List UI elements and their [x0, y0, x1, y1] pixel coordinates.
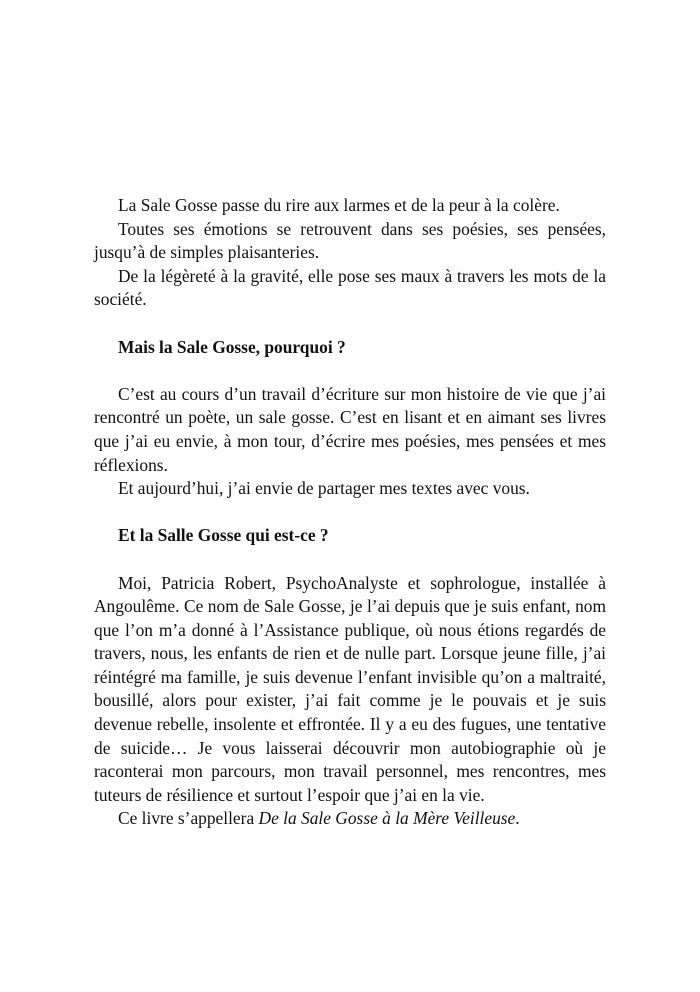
- book-title: De la Sale Gosse à la Mère Veilleuse: [258, 808, 516, 829]
- book-sentence-prefix: Ce livre s’appellera: [118, 808, 259, 829]
- spacer: [94, 359, 606, 383]
- spacer: [94, 501, 606, 525]
- intro-paragraph-2: Toutes ses émotions se retrouvent dans ses poésies, ses pensées, jusqu’à de simples plaisanteries.: [94, 218, 606, 263]
- why-paragraph-1: C’est au cours d’un travail d’écriture sur mon histoire de vie que j’ai rencontré un poète, un sale gosse. C’est en lisant et en aimant ses livres que j’ai eu envie, à mon tour, d’écrire mes poésies, mes pensées et mes réflexions.: [94, 383, 606, 475]
- spacer: [94, 312, 606, 336]
- section-heading-who: Et la Salle Gosse qui est-ce ?: [118, 525, 329, 546]
- why-paragraph-2: Et aujourd’hui, j’ai envie de partager mes textes avec vous.: [118, 478, 530, 499]
- page-body: [94, 194, 606, 831]
- who-paragraph-2: [94, 807, 606, 831]
- intro-paragraph-1: La Sale Gosse passe du rire aux larmes et de la peur à la colère.: [118, 195, 560, 215]
- section-heading-why: Mais la Sale Gosse, pourquoi ?: [118, 336, 346, 357]
- who-paragraph-1: Moi, Patricia Robert, PsychoAnalyste et sophrologue, installée à Angoulême. Ce nom de Sale Gosse, je l’ai depuis que je suis enfant, nom que l’on m’a donné à l’Assistance publique, où nous étions regardés de travers, nous, les enfants de rien et de nulle part. Lorsque jeune fille, j’ai réintégré ma famille, je suis devenue l’enfant invisible qu’on a maltraité, bousillé, alors pour exister, j’ai fait comme je le pouvais et je suis devenue rebelle, insolente et effrontée. Il y a eu des fugues, une tentative de suicide… Je vous laisserai découvrir mon autobiographie où je raconterai mon parcours, mon travail personnel, mes rencontres, mes tuteurs de résilience et surtout l’espoir que j’ai en la vie.: [94, 572, 606, 805]
- book-sentence-suffix: .: [515, 808, 520, 829]
- spacer: [94, 548, 606, 572]
- intro-paragraph-3: De la légèreté à la gravité, elle pose ses maux à travers les mots de la société.: [94, 265, 606, 310]
